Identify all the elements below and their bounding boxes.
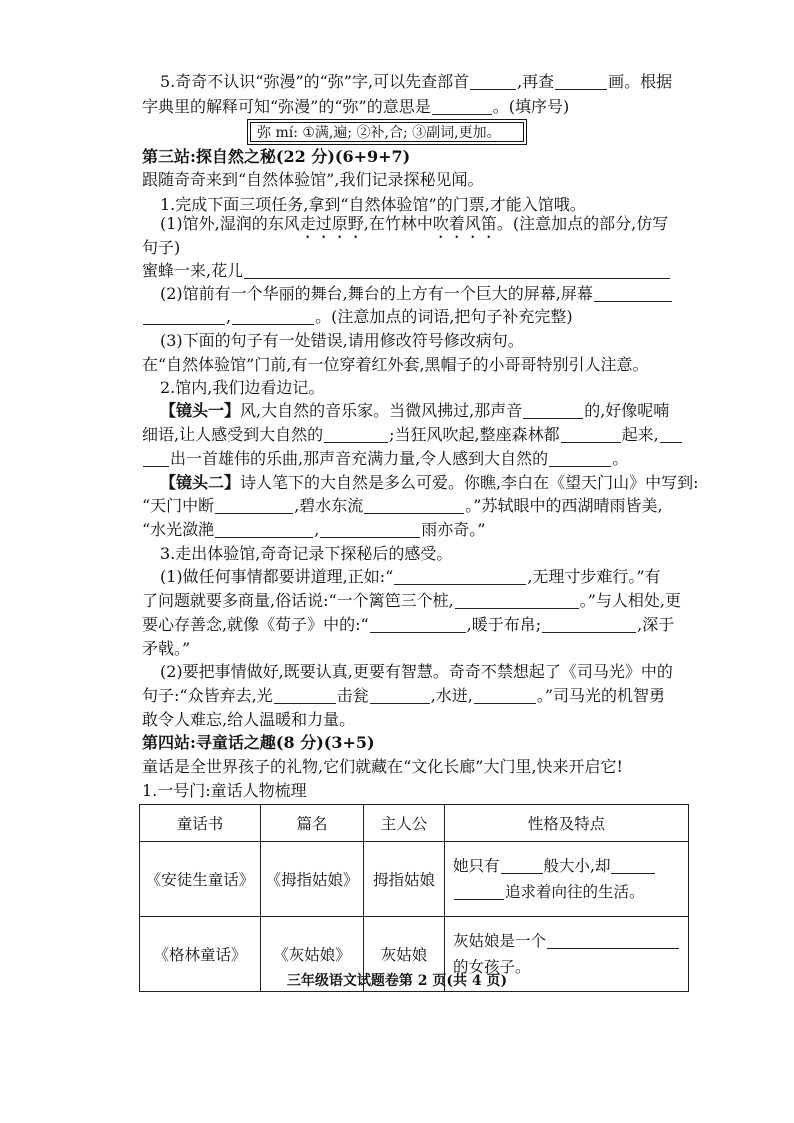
station3-heading: 第三站:探自然之秘(22 分)(6+9+7) bbox=[142, 147, 411, 166]
door1: 1.一号门:童话人物梳理 bbox=[142, 781, 307, 800]
lens2-line3: “水光潋滟 , 雨亦奇。” bbox=[142, 520, 486, 539]
station4-heading: 第四站:寻童话之趣(8 分)(3+5) bbox=[142, 733, 375, 752]
task3: 3.走出体验馆,奇奇记录下探秘后的感受。 bbox=[160, 544, 453, 563]
table-header: 主人公 bbox=[364, 805, 445, 842]
s1-line1: (1)馆外,湿润的东风走过原野,在竹林中吹着风笛。(注意加点的部分,仿写 bbox=[160, 214, 669, 233]
answer-blank[interactable] bbox=[324, 426, 388, 443]
s2-line1: (2)馆前有一个华丽的舞台,舞台的上方有一个巨大的屏幕,屏幕 bbox=[160, 282, 673, 306]
table-header: 篇名 bbox=[261, 805, 364, 842]
s3-line2: 在“自然体验馆”门前,有一位穿着红外套,黑帽子的小哥哥特别引人注意。 bbox=[142, 355, 649, 374]
lens1-line2: 细语,让人感受到大自然的 ;当狂风吹起,整座森林都 起来, bbox=[142, 423, 683, 447]
station3-intro: 跟随奇奇来到“自然体验馆”,我们记录探秘见闻。 bbox=[142, 170, 484, 189]
answer-blank[interactable] bbox=[455, 592, 579, 609]
lens1-line1: 【镜头一】风,大自然的音乐家。当微风拂过,那声音 的,好像呢喃 bbox=[160, 401, 670, 420]
fairy-tale-table bbox=[139, 804, 689, 992]
s2-line2: , 。(注意加点的词语,把句子补充完整) bbox=[142, 305, 573, 329]
book-cell: 《格林童话》 bbox=[140, 917, 261, 992]
s1-line2: 句子) bbox=[142, 238, 181, 257]
answer-blank[interactable] bbox=[555, 73, 607, 90]
answer-blank[interactable] bbox=[501, 857, 543, 874]
answer-blank[interactable] bbox=[660, 426, 682, 443]
trait-cell: 她只有 般大小,却 追求着向往的生活。 bbox=[445, 842, 689, 917]
task1: 1.完成下面三项任务,拿到“自然体验馆”的门票,才能入馆哦。 bbox=[160, 195, 586, 214]
p7: 敢令人难忘,给人温暖和力量。 bbox=[142, 710, 356, 729]
station4-intro: 童话是全世界孩子的礼物,它们就藏在“文化长廊”大门里,快来开启它! bbox=[142, 757, 623, 776]
trait-cell: 灰姑娘是一个 的女孩子。 bbox=[445, 917, 689, 992]
s1-answer: 蜜蜂一来,花儿 bbox=[142, 259, 671, 283]
answer-blank[interactable] bbox=[470, 73, 516, 90]
title-cell: 《拇指姑娘》 bbox=[261, 842, 364, 917]
answer-blank[interactable] bbox=[370, 616, 466, 633]
answer-blank[interactable] bbox=[523, 402, 583, 419]
answer-blank[interactable] bbox=[274, 687, 336, 704]
task2: 2.馆内,我们边看边记。 bbox=[160, 378, 325, 397]
answer-blank[interactable] bbox=[364, 497, 464, 514]
title-cell: 《灰姑娘》 bbox=[261, 917, 364, 992]
answer-blank[interactable] bbox=[611, 857, 655, 874]
table-header-row bbox=[140, 805, 689, 842]
answer-blank[interactable] bbox=[454, 883, 504, 900]
answer-blank[interactable] bbox=[547, 932, 679, 949]
lens1-line3: 出一首雄伟的乐曲,那声音充满力量,令人感到大自然的 。 bbox=[142, 447, 628, 471]
answer-blank[interactable] bbox=[432, 98, 492, 115]
answer-blank[interactable] bbox=[370, 687, 430, 704]
p3: 要心存善念,就像《荀子》中的:“ ,暖于布帛; ,深于 bbox=[142, 615, 675, 634]
answer-blank[interactable] bbox=[542, 616, 636, 633]
s3-line1: (3)下面的句子有一处错误,请用修改符号修改病句。 bbox=[160, 331, 524, 350]
p6: 句子:“众皆弃去,光 击瓮 ,水迸, 。”司马光的机智勇 bbox=[142, 686, 666, 705]
answer-blank[interactable] bbox=[394, 568, 526, 585]
p2: 了问题就要多商量,俗话说:“一个篱笆三个桩, 。”与人相处,更 bbox=[142, 591, 682, 610]
answer-blank[interactable] bbox=[232, 308, 314, 325]
book-cell: 《安徒生童话》 bbox=[140, 842, 261, 917]
answer-blank[interactable] bbox=[474, 687, 536, 704]
q5-line1: 5.奇奇不认识“弥漫”的“弥”字,可以先查部首 ,再查 画。根据 bbox=[160, 72, 673, 91]
hero-cell: 灰姑娘 bbox=[364, 917, 445, 992]
p1: (1)做任何事情都要讲道理,正如:“ ,无理寸步难行。”有 bbox=[160, 567, 661, 586]
answer-blank[interactable] bbox=[594, 285, 672, 302]
answer-blank[interactable] bbox=[244, 262, 670, 279]
table-header: 性格及特点 bbox=[445, 805, 689, 842]
answer-blank[interactable] bbox=[561, 426, 621, 443]
table-row bbox=[140, 842, 689, 917]
q5-line2: 字典里的解释可知“弥漫”的“弥”的意思是 。(填序号) bbox=[142, 97, 570, 116]
lens2-line2: “天门中断 ,碧水东流 。”苏轼眼中的西湖晴雨皆美, bbox=[142, 496, 663, 515]
page-footer: 三年级语文试题卷第 2 页(共 4 页) bbox=[286, 973, 508, 989]
p4: 矛戟。” bbox=[142, 639, 191, 658]
table-header: 童话书 bbox=[140, 805, 261, 842]
answer-blank[interactable] bbox=[549, 450, 611, 467]
answer-blank[interactable] bbox=[143, 308, 225, 325]
definition-box: 弥 mí: ①满,遍; ②补,合; ③副词,更加。 bbox=[250, 122, 524, 142]
answer-blank[interactable] bbox=[320, 521, 420, 538]
answer-blank[interactable] bbox=[143, 450, 169, 467]
hero-cell: 拇指姑娘 bbox=[364, 842, 445, 917]
answer-blank[interactable] bbox=[215, 521, 313, 538]
answer-blank[interactable] bbox=[215, 497, 293, 514]
lens2-line1: 【镜头二】诗人笔下的大自然是多么可爱。你瞧,李白在《望天门山》中写到: bbox=[160, 473, 699, 492]
p5: (2)要把事情做好,既要认真,更要有智慧。奇奇不禁想起了《司马光》中的 bbox=[160, 662, 673, 681]
